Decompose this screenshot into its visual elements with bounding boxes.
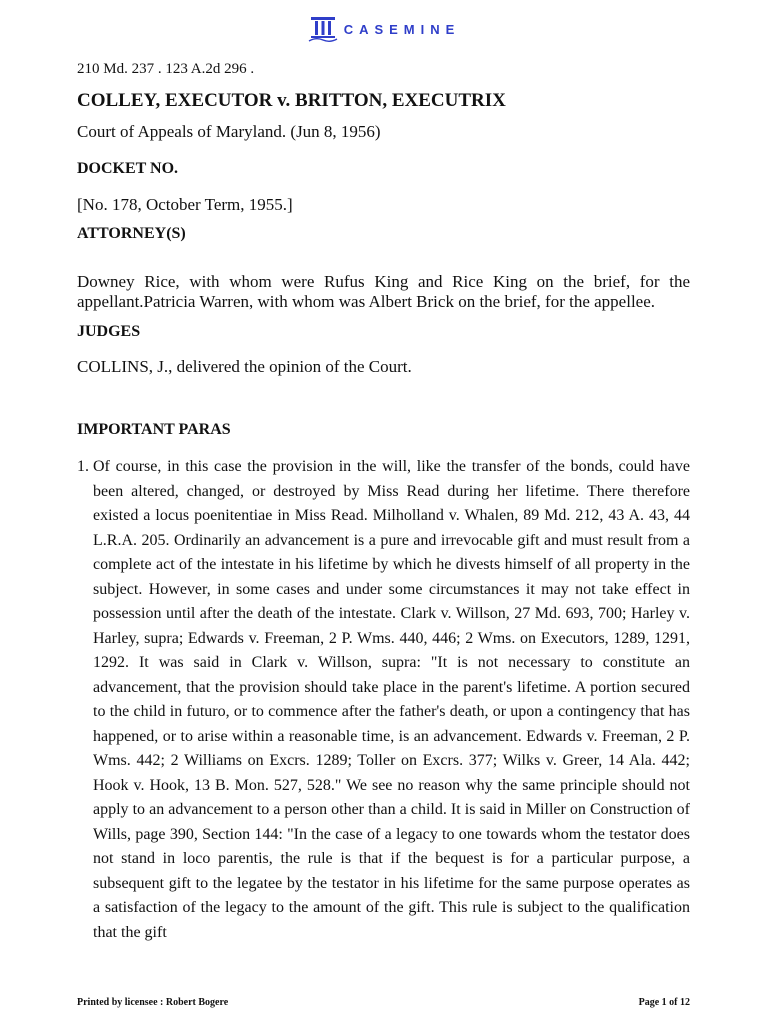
case-document xyxy=(77,58,690,945)
para-text: Of course, in this case the provision in the will, like the transfer of the bonds, could have been altered, changed, or destroyed by Miss Read during her lifetime. There therefore existed a locus poenitentiae in Miss Read. Milholland v. Whalen, 89 Md. 212, 43 A. 43, 44 L.R.A. 205. Ordinarily an advancement is a pure and irrevocable gift and must result from a complete act of the intestate in his lifetime by which he divests himself of all property in the subject. However, in some cases and under some circumstances it may not take effect in possession until after the death of the intestate. Clark v. Willson, 27 Md. 693, 700; Harley v. Harley, supra; Edwards v. Freeman, 2 P. Wms. 440, 446; 2 Wms. on Executors, 1289, 1291, 1292. It was said in Clark v. Willson, supra: "It is not necessary to constitute an advancement, that the provision should take place in the parent's lifetime. A portion secured to the child in futuro, or to commence after the father's death, or upon a contingency that has happened, or to arise within a reasonable time, is an advancement. Edwards v. Freeman, 2 P. Wms. 442; 2 Williams on Excrs. 1289; Toller on Excrs. 377; Wilks v. Greer, 14 Ala. 442; Hook v. Hook, 13 B. Mon. 527, 528." We see no reason why the same principle should not apply to an advancement to a person other than a child. It is said in Miller on Construction of Wills, page 390, Section 144: "In the case of a legacy to one towards whom the testator does not stand in loco parentis, the rule is that if the bequest is for a particular purpose, a subsequent gift to the legatee by the testator in his lifetime for the same purpose operates as a satisfaction of the legacy to the amount of the gift. This rule is subject to the qualification that the gift xyxy=(93,458,690,941)
attorneys-heading: ATTORNEY(S) xyxy=(77,225,186,242)
licensee-text: Printed by licensee : Robert Bogere xyxy=(77,997,229,1008)
judges-heading: JUDGES xyxy=(77,323,141,340)
page-number: Page 1 of 12 xyxy=(638,997,690,1008)
para-number: 1. xyxy=(77,458,89,475)
list-item xyxy=(77,455,690,945)
docket-number: [No. 178, October Term, 1955.] xyxy=(77,195,293,214)
page-footer xyxy=(77,997,690,1008)
pillar-columns-icon xyxy=(308,15,338,43)
case-title: COLLEY, EXECUTOR v. BRITTON, EXECUTRIX xyxy=(77,90,506,111)
attorneys-text: Downey Rice, with whom were Rufus King and Rice King on the brief, for the appellant.Patricia Warren, with whom was Albert Brick on the brief, for the appellee. xyxy=(77,272,690,311)
important-paras-list xyxy=(77,455,690,945)
court-and-date: Court of Appeals of Maryland. (Jun 8, 1956) xyxy=(77,122,381,141)
judges-text: COLLINS, J., delivered the opinion of the Court. xyxy=(77,357,412,376)
logo-text: CASEMINE xyxy=(343,21,461,37)
case-citation: 210 Md. 237 . 123 A.2d 296 . xyxy=(77,61,255,77)
casemine-logo[interactable] xyxy=(0,14,768,44)
docket-heading: DOCKET NO. xyxy=(77,160,179,177)
important-paras-heading: IMPORTANT PARAS xyxy=(77,421,231,438)
